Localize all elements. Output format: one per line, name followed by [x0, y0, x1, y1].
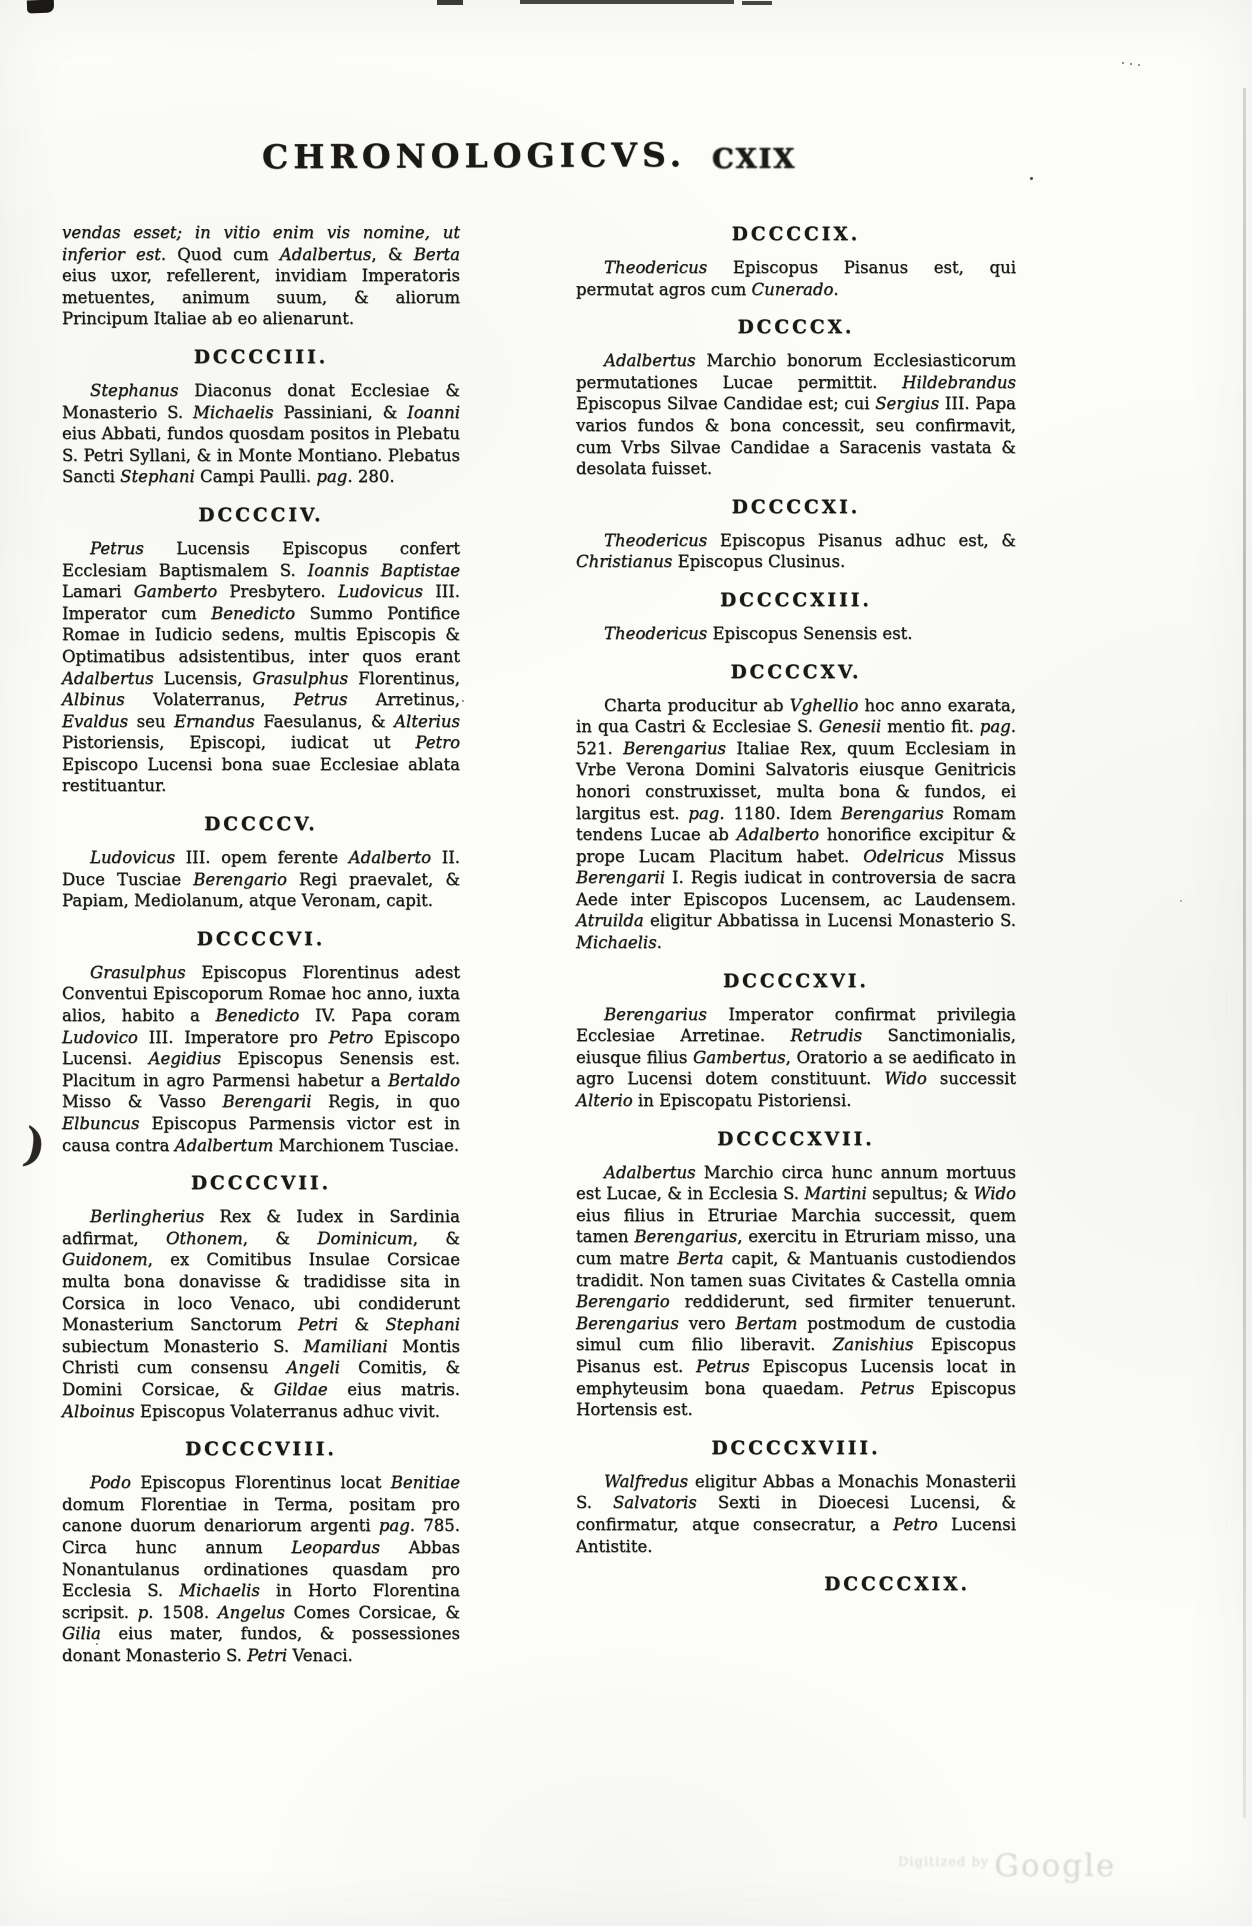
- chronicle-entry: [576, 1438, 1016, 1557]
- entry-text: Petrus Lucensis Episcopus confert Ecclesiam Baptismalem S. Ioannis Baptistae Lamari Gamberto Presbytero. Ludovicus III. Imperator cum Benedicto Summo Pontifice Romae in Iudicio sedens, multis Episcopis & Optimatibus adsistentibus, inter quos erant Adalbertus Lucensis, Grasulphus Florentinus, Albinus Volaterranus, Petrus Arretinus, Evaldus seu Ernandus Faesulanus, & Alterius Pistoriensis, Episcopi, iudicat ut Petro Episcopo Lucensi bona suae Ecclesiae ablata restituantur.: [62, 538, 461, 796]
- page-number: CXIX: [712, 144, 797, 175]
- entry-text: vendas esset; in vitio enim vis nomine, ut inferior est. Quod cum Adalbertus, & Berta eius uxor, refellerent, invidiam Imperatoris metuentes, animum suum, & aliorum Principum Italiae ab eo alienarunt.: [62, 223, 460, 329]
- year-heading: DCCCCXIX.: [824, 1574, 970, 1596]
- year-heading: DCCCCIII.: [193, 346, 329, 368]
- entry-text: Berlingherius Rex & Iudex in Sardinia adfirmat, Othonem, & Dominicum, & Guidonem, ex Comitibus Insulae Corsicae multa bona donavisse & tradidisse sita in Corsica in loco Venaco, ubi condiderunt Monasterium Sanctorum Petri & Stephani subiectum Monasterio S. Mamiliani Montis Christi cum consensu Angeli Comitis, & Domini Corsicae, & Gildae eius matris. Alboinus Episcopus Volaterranus adhuc vivit.: [62, 1207, 461, 1421]
- year-heading: DCCCCV.: [204, 814, 318, 836]
- chronicle-entry: [62, 1173, 460, 1422]
- entry-text: Stephanus Diaconus donat Ecclesiae & Monasterio S. Michaelis Passiniani, & Ioanni eius Abbati, fundos quosdam positos in Plebatu S. Petri Syllani, & in Monte Montiano. Plebatus Sancti Stephani Campi Paulli. pag. 280.: [62, 380, 460, 487]
- entry-text: Theodericus Episcopus Pisanus adhuc est, & Christianus Episcopus Clusinus.: [576, 530, 1016, 572]
- scan-artifact-corner-blob: [27, 0, 54, 13]
- scan-artifact-margin-mark: ): [19, 1116, 50, 1174]
- watermark-prefix: Digitized by: [898, 1855, 990, 1870]
- year-heading: DCCCCIX.: [731, 224, 861, 245]
- year-heading: DCCCCXVIII.: [711, 1437, 881, 1459]
- entry-text: Theodericus Episcopus Senensis est.: [604, 623, 913, 643]
- scan-artifact-speck: [462, 700, 464, 702]
- right-text-column: [576, 224, 1016, 1607]
- chronicle-entry: [576, 971, 1016, 1112]
- scan-artifact-page-edge: [1243, 88, 1246, 1818]
- chronicle-entry: [62, 814, 460, 912]
- entry-text: Podo Episcopus Florentinus locat Benitiae domum Florentiae in Terma, positam pro canone duorum denariorum argenti pag. 785. Circa hunc annum Leopardus Abbas Nonantulanus ordinationes quasdam pro Ecclesia S. Michaelis in Horto Florentina scripsit. p. 1508. Angelus Comes Corsicae, & Gilia eius mater, fundos, & possessiones donant Monasterio S. Petri Venaci.: [62, 1473, 461, 1665]
- year-heading: DCCCCXVII.: [717, 1128, 875, 1150]
- scan-artifact-top-dash: [520, 0, 734, 4]
- year-heading: DCCCCXV.: [730, 661, 862, 683]
- scan-artifact-speck: [1030, 177, 1033, 180]
- scan-artifact-top-dash: [437, 0, 463, 5]
- scan-artifact-speck: [1138, 64, 1140, 66]
- entry-text: Ludovicus III. opem ferente Adalberto II. Duce Tusciae Berengario Regi praevalet, & Papiam, Mediolanum, atque Veronam, capit.: [62, 848, 461, 911]
- year-heading: DCCCCVII.: [190, 1173, 332, 1195]
- entry-text: Grasulphus Episcopus Florentinus adest Conventui Episcoporum Romae hoc anno, iuxta alios, habito a Benedicto IV. Papa coram Ludovico III. Imperatore pro Petro Episcopo Lucensi. Aegidius Episcopus Senensis est. Placitum in agro Parmensi habetur a Bertaldo Misso & Vasso Berengarii Regis, in quo Elbuncus Episcopus Parmensis victor est in causa contra Adalbertum Marchionem Tusciae.: [62, 962, 460, 1155]
- year-heading: DCCCCXVI.: [723, 970, 869, 992]
- digitized-by-google-watermark: [898, 1848, 1116, 1884]
- google-logo-watermark: Google: [994, 1848, 1117, 1884]
- scan-artifact-top-dash: [742, 1, 772, 5]
- entry-text: Berengarius Imperator confirmat privilegia Ecclesiae Arretinae. Retrudis Sanctimonialis, eiusque filius Gambertus, Oratorio a se aedificato in agro Lucensi dotem constituunt. Wido successit Alterio in Episcopatu Pistoriensi.: [576, 1004, 1017, 1111]
- chronicle-entry: [576, 590, 1016, 645]
- entry-text: Theodericus Episcopus Pisanus est, qui permutat agros cum Cunerado.: [576, 258, 1016, 299]
- chronicle-entry: [62, 1439, 460, 1666]
- chronicle-entry: [62, 929, 460, 1156]
- chronicle-entry: [576, 317, 1016, 480]
- chronicle-entry: [576, 497, 1016, 573]
- entry-text: Walfredus eligitur Abbas a Monachis Monasterii S. Salvatoris Sexti in Dioecesi Lucensi, & confirmatur, atque consecratur, a Petro Lucensi Antistite.: [576, 1471, 1016, 1556]
- scan-artifact-speck: [1180, 900, 1182, 902]
- chronicle-entry: [62, 505, 460, 797]
- year-heading: DCCCCVIII.: [185, 1439, 337, 1461]
- year-heading: DCCCCXI.: [731, 496, 861, 518]
- chronicle-entry: [576, 662, 1016, 954]
- chronicle-entry: [576, 1129, 1016, 1421]
- chronicle-entry: [576, 1574, 1016, 1595]
- page-title: CHRONOLOGICVS.: [261, 134, 687, 177]
- entry-text: Adalbertus Marchio bonorum Ecclesiasticorum permutationes Lucae permittit. Hildebrandus Episcopus Silvae Candidae est; cui Sergius III. Papa varios fundos & bona concessit, seu confirmavit, cum Vrbs Silvae Candidae a Saracenis vastata & desolata fuisset.: [576, 351, 1016, 479]
- entry-text: Charta producitur ab Vghellio hoc anno exarata, in qua Castri & Ecclesiae S. Genesii mentio fit. pag. 521. Berengarius Italiae Rex, quum Ecclesiam in Vrbe Verona Domini Salvatoris eiusque Genitricis honori construxisset, multa bona & fundos, ei largitus est. pag. 1180. Idem Berengarius Romam tendens Lucae ab Adalberto honorifice excipitur & prope Lucam Placitum habet. Odelricus Missus Berengarii I. Regis iudicat in controversia de sacra Aede inter Episcopos Lucensem, ac Laudensem. Atruilda eligitur Abbatissa in Lucensi Monasterio S. Michaelis.: [576, 695, 1016, 953]
- year-heading: DCCCCIV.: [198, 504, 324, 526]
- scan-artifact-speck: [1130, 63, 1132, 65]
- chronicle-entry: [576, 224, 1016, 300]
- chronicle-entry: [62, 347, 460, 488]
- left-text-column: [62, 222, 460, 1666]
- scan-artifact-speck: [1122, 62, 1124, 64]
- year-heading: DCCCCXIII.: [720, 589, 872, 611]
- year-heading: DCCCCX.: [737, 317, 855, 339]
- entry-text: Adalbertus Marchio circa hunc annum mortuus est Lucae, & in Ecclesia S. Martini sepultus; & Wido eius filius in Etruriae Marchia successit, quem tamen Berengarius, exercitu in Etruriam misso, una cum matre Berta capit, & Mantuanis custodiendos tradidit. Non tamen suas Civitates & Castella omnia Berengario reddiderunt, sed firmiter tenuerunt. Berengarius vero Bertam postmodum de custodia simul cum filio liberavit. Zanishius Episcopus Pisanus est. Petrus Episcopus Lucensis locat in emphyteusim bona quaedam. Petrus Episcopus Hortensis est.: [576, 1162, 1017, 1420]
- year-heading: DCCCCVI.: [196, 928, 326, 950]
